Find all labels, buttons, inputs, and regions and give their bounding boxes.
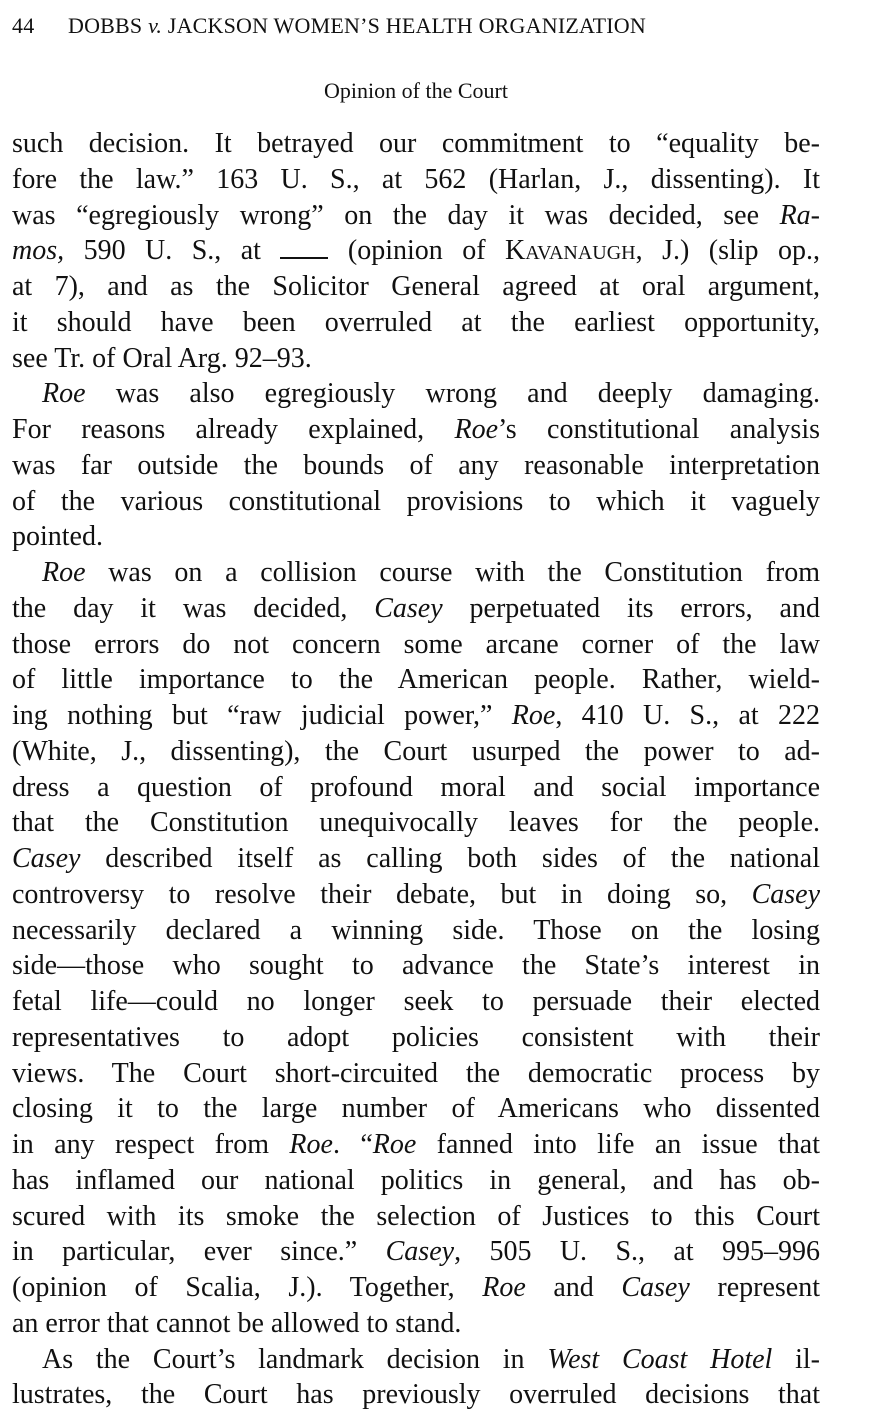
text-line: As the Court’s landmark decision in West Coast Hotel il- [42,1343,820,1375]
section-label: Opinion of the Court [324,78,508,103]
text-line: the day it was decided, Casey perpetuated its errors, and [12,592,820,624]
text-line: those errors do not concern some arcane corner of the law [12,628,820,660]
text-line: in particular, ever since.” Casey, 505 U. S., at 995–996 [12,1236,820,1268]
text-line: mos, 590 U. S., at (opinion of Kavanaugh, J.) (slip op., [12,235,821,267]
text-line: it should have been overruled at the earliest opportunity, [12,306,820,338]
page-number: 44 [12,13,35,38]
text-line: views. The Court short-circuited the democratic process by [12,1057,820,1089]
text-line: fetal life—could no longer seek to persuade their elected [12,986,820,1017]
text-line: scured with its smoke the selection of Justices to this Court [12,1200,820,1232]
opinion-body [12,126,820,1413]
text-line: Roe was also egregiously wrong and deeply damaging. [42,378,820,410]
text-line: has inflamed our national politics in general, and has ob- [12,1164,820,1196]
text-line: dress a question of profound moral and social importance [12,771,820,803]
text-line: that the Constitution unequivocally leaves for the people. [12,807,820,839]
text-line: of the various constitutional provisions to which it vaguely [12,485,820,517]
text-line: lustrates, the Court has previously overruled decisions that [12,1379,820,1411]
text-line: pointed. [12,521,103,553]
text-line: Casey described itself as calling both sides of the national [12,843,820,874]
text-line: at 7), and as the Solicitor General agreed at oral argument, [12,271,820,302]
text-line: see Tr. of Oral Arg. 92–93. [12,342,312,374]
text-line: an error that cannot be allowed to stand. [12,1307,462,1339]
text-line: representatives to adopt policies consistent with their [12,1021,820,1053]
text-line: was “egregiously wrong” on the day it was decided, see Ra- [12,199,820,231]
text-line: in any respect from Roe. “Roe fanned into life an issue that [12,1129,821,1160]
text-line: necessarily declared a winning side. Those on the losing [12,914,820,946]
case-title: DOBBS v. JACKSON WOMEN’S HEALTH ORGANIZATION [68,13,646,38]
text-line: controversy to resolve their debate, but in doing so, Casey [12,878,820,910]
text-line: (White, J., dissenting), the Court usurped the power to ad- [12,735,820,767]
text-line: Roe was on a collision course with the Constitution from [42,557,820,588]
text-line: side—those who sought to advance the State’s interest in [12,950,820,982]
text-line: (opinion of Scalia, J.). Together, Roe and Casey represent [12,1272,820,1303]
text-line: was far outside the bounds of any reasonable interpretation [12,449,820,481]
text-line: ing nothing but “raw judicial power,” Roe, 410 U. S., at 222 [12,700,820,731]
text-line: of little importance to the American people. Rather, wield- [12,664,820,696]
text-line: such decision. It betrayed our commitment to “equality be- [12,128,820,159]
text-line: closing it to the large number of Americans who dissented [12,1093,820,1125]
text-line: For reasons already explained, Roe’s constitutional analysis [12,414,820,445]
running-head [12,12,820,40]
text-line: fore the law.” 163 U. S., at 562 (Harlan, J., dissenting). It [12,163,820,195]
slip-op-blank [280,235,328,259]
